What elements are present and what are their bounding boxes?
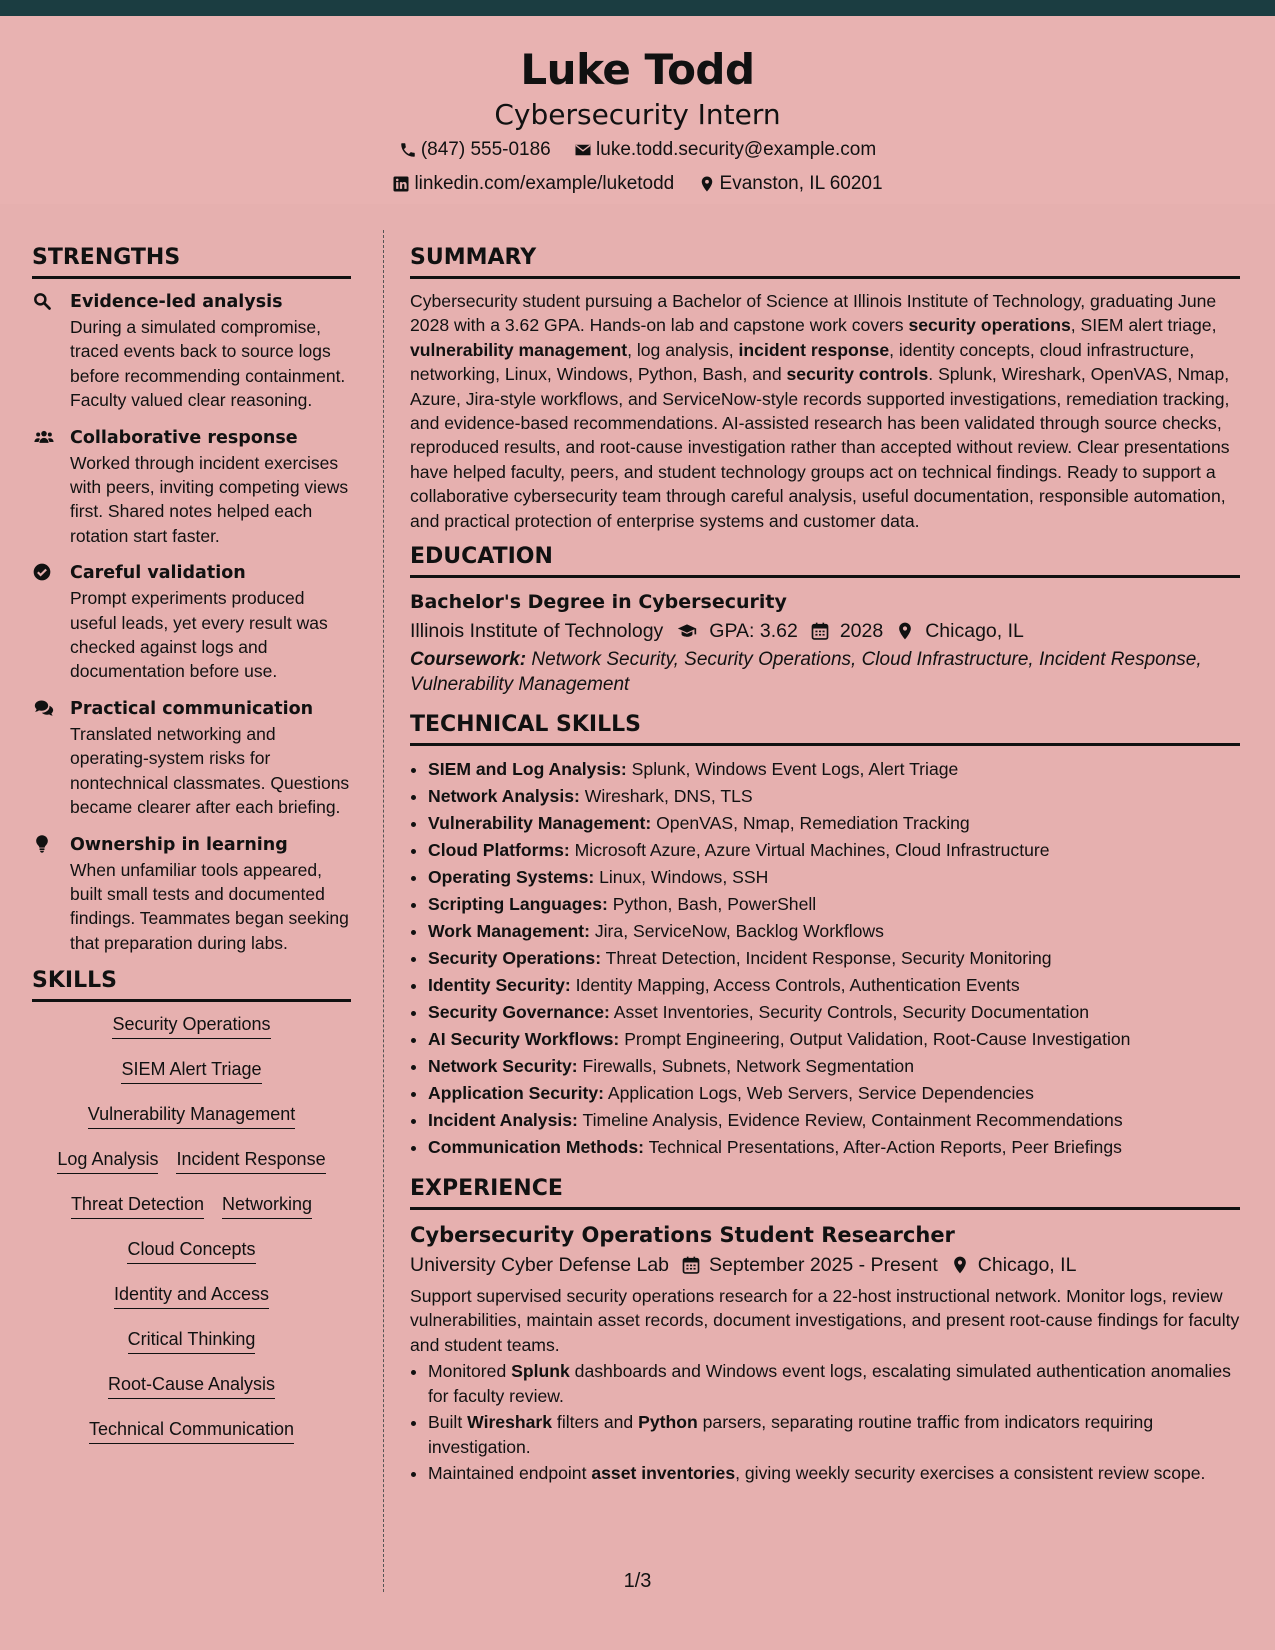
technical-skill-item — [428, 1134, 1240, 1161]
coursework-list: Network Security, Security Operations, Cloud Infrastructure, Incident Response, Vulnerability Management — [410, 649, 1202, 695]
skill-tag: Technical Communication — [89, 1417, 294, 1444]
technical-skill-value: Timeline Analysis, Evidence Review, Containment Recommendations — [582, 1110, 1123, 1131]
strength-description: During a simulated compromise, traced events back to source logs before recommending containment. Faculty valued clear reasoning. — [70, 317, 346, 411]
bullet-text: filters and — [552, 1412, 639, 1433]
technical-skill-item — [428, 1107, 1240, 1134]
technical-skill-value: Python, Bash, PowerShell — [612, 894, 817, 915]
technical-skill-item — [428, 945, 1240, 972]
technical-skill-item — [428, 1080, 1240, 1107]
technical-skill-value: Jira, ServiceNow, Backlog Workflows — [594, 921, 884, 942]
skill-row — [32, 1192, 351, 1237]
skill-tag: Critical Thinking — [128, 1327, 256, 1354]
technical-skill-label: Scripting Languages: — [428, 894, 608, 915]
job-dates: September 2025 - Present — [709, 1254, 938, 1277]
summary-emphasis: incident response — [738, 339, 890, 360]
skill-tag: Networking — [222, 1192, 312, 1219]
location-text: Evanston, IL 60201 — [719, 173, 883, 194]
skill-tag: Identity and Access — [114, 1282, 269, 1309]
coursework — [410, 648, 1240, 697]
technical-skill-value: Technical Presentations, After-Action Reports, Peer Briefings — [648, 1137, 1122, 1158]
users-icon — [32, 427, 56, 447]
skills-list — [32, 1012, 351, 1462]
skill-tag: Incident Response — [176, 1147, 325, 1174]
linkedin-text: linkedin.com/example/luketodd — [414, 173, 675, 194]
summary-emphasis: vulnerability management — [410, 339, 628, 360]
summary-heading: SUMMARY — [410, 244, 1240, 279]
skill-tag: SIEM Alert Triage — [121, 1057, 261, 1084]
gpa-text: GPA: 3.62 — [709, 620, 798, 643]
skill-row — [32, 1327, 351, 1372]
strength-item — [32, 560, 351, 684]
technical-skill-label: Cloud Platforms: — [428, 840, 570, 861]
strength-title: Evidence-led analysis — [70, 292, 283, 312]
phone-contact — [399, 138, 551, 162]
technical-skill-label: Communication Methods: — [428, 1137, 645, 1158]
bullet-emphasis: Wireshark — [467, 1412, 553, 1433]
technical-skill-value: Application Logs, Web Servers, Service Dependencies — [607, 1083, 1034, 1104]
technical-skill-label: Incident Analysis: — [428, 1110, 578, 1131]
bullet-text: , giving weekly security exercises a consistent review scope. — [735, 1462, 1206, 1483]
technical-skill-item — [428, 999, 1240, 1026]
top-accent-bar — [0, 0, 1275, 16]
job-summary: Support supervised security operations research for a 22-host instructional network. Monitor logs, review vulnerabilities, maintain asset records, document investigations, and present root-cause findings for faculty and student teams. — [410, 1286, 1240, 1355]
degree-title: Bachelor's Degree in Cybersecurity — [410, 591, 787, 614]
summary-segment: , log analysis, — [627, 339, 739, 360]
skill-tag: Threat Detection — [71, 1192, 204, 1219]
map-pin-icon — [950, 1255, 970, 1275]
skill-row — [32, 1147, 351, 1192]
skill-row — [32, 1102, 351, 1147]
skill-tag: Root-Cause Analysis — [108, 1372, 275, 1399]
strength-title: Ownership in learning — [70, 834, 288, 855]
technical-skill-label: Application Security: — [428, 1083, 604, 1104]
technical-skill-value: Threat Detection, Incident Response, Security Monitoring — [605, 948, 1052, 969]
skill-row — [32, 1417, 351, 1462]
bullet-text: Maintained endpoint — [428, 1462, 592, 1483]
column-divider — [383, 230, 384, 1592]
technical-skill-item — [428, 783, 1240, 810]
technical-skill-label: Security Operations: — [428, 948, 602, 969]
linkedin-icon — [392, 175, 410, 193]
strength-title: Collaborative response — [70, 427, 298, 448]
email-contact[interactable] — [574, 138, 876, 162]
skill-row — [32, 1237, 351, 1282]
technical-skill-item — [428, 864, 1240, 891]
technical-skill-label: Identity Security: — [428, 975, 571, 996]
bullet-emphasis: asset inventories — [591, 1462, 736, 1483]
phone-icon — [399, 141, 417, 159]
technical-skill-label: Operating Systems: — [428, 867, 595, 888]
linkedin-contact[interactable] — [392, 172, 674, 196]
lightbulb-icon — [32, 834, 52, 854]
summary-segment: . Splunk, Wireshark, OpenVAS, Nmap, Azure, Jira-style workflows, and ServiceNow-style records supported investigations, remediation tracking, and evidence-based recommendations. AI-assisted research has been validated through source checks, reproduced results, and root-cause investigation rather than accepted without review. Clear presentations have helped faculty, peers, and student technology groups act on technical findings. Ready to support a collaborative cybersecurity team through careful analysis, useful documentation, responsible automation, and practical protection of enterprise systems and customer data. — [410, 364, 1230, 531]
map-pin-icon — [698, 175, 716, 193]
strength-item — [32, 832, 351, 956]
job-bullets — [410, 1359, 1240, 1485]
technical-skill-item — [428, 972, 1240, 999]
technical-skills-list — [410, 756, 1240, 1161]
summary-segment: , SIEM alert triage, — [1070, 315, 1217, 336]
skill-tag: Log Analysis — [57, 1147, 158, 1174]
bullet-text: parsers, separating routine traffic from indicators requiring investigation. — [428, 1412, 1154, 1457]
technical-skill-value: Microsoft Azure, Azure Virtual Machines, Cloud Infrastructure — [574, 840, 1050, 861]
summary-text — [410, 289, 1240, 533]
strength-title: Careful validation — [70, 563, 246, 584]
location-contact — [698, 172, 883, 196]
email-text: luke.todd.security@example.com — [596, 139, 877, 160]
summary-emphasis: security operations — [908, 315, 1071, 336]
skill-row — [32, 1282, 351, 1327]
technical-skill-item — [428, 810, 1240, 837]
skill-tag: Security Operations — [112, 1012, 270, 1039]
technical-skill-value: Prompt Engineering, Output Validation, Root-Cause Investigation — [624, 1029, 1131, 1050]
job-organization: University Cyber Defense Lab — [410, 1254, 670, 1277]
bullet-text: Built — [428, 1412, 468, 1433]
technical-skill-value: Identity Mapping, Access Controls, Authentication Events — [575, 975, 1020, 996]
summary-emphasis: security controls — [786, 364, 929, 385]
job-bullet — [428, 1410, 1240, 1459]
calendar-icon — [810, 621, 830, 641]
technical-skill-label: Network Security: — [428, 1056, 578, 1077]
technical-skill-item — [428, 837, 1240, 864]
page-number: 1/3 — [623, 1570, 652, 1592]
education-heading: EDUCATION — [410, 543, 1240, 578]
technical-skill-label: SIEM and Log Analysis: — [428, 759, 627, 780]
technical-skill-value: Asset Inventories, Security Controls, Security Documentation — [613, 1002, 1090, 1023]
technical-skill-value: Linux, Windows, SSH — [599, 867, 769, 888]
strength-description: Prompt experiments produced useful leads, yet every result was checked against logs and documentation before use. — [70, 588, 328, 682]
candidate-name: Luke Todd — [520, 45, 755, 94]
coursework-label: Coursework: — [410, 649, 527, 671]
graduation-year: 2028 — [839, 620, 884, 643]
job-title: Cybersecurity Operations Student Researcher — [410, 1223, 955, 1248]
left-column — [32, 244, 351, 1462]
strengths-heading: STRENGTHS — [32, 244, 351, 279]
bullet-emphasis: Python — [638, 1412, 698, 1433]
bullet-text: Monitored — [428, 1361, 512, 1382]
resume-header — [0, 16, 1275, 204]
experience-heading: EXPERIENCE — [410, 1175, 1240, 1210]
technical-skill-label: Work Management: — [428, 921, 590, 942]
job-bullet — [428, 1359, 1240, 1408]
technical-skill-value: Wireshark, DNS, TLS — [584, 786, 753, 807]
technical-skill-item — [428, 1026, 1240, 1053]
skill-tag: Vulnerability Management — [88, 1102, 295, 1129]
technical-skill-item — [428, 918, 1240, 945]
technical-skill-item — [428, 1053, 1240, 1080]
summary-section — [410, 244, 1240, 533]
contact-line-2 — [0, 172, 1275, 200]
technical-skills-heading: TECHNICAL SKILLS — [410, 711, 1240, 746]
technical-skill-item — [428, 756, 1240, 783]
technical-skill-value: Firewalls, Subnets, Network Segmentation — [582, 1056, 914, 1077]
bullet-text: dashboards and Windows event logs, escalating simulated authentication anomalies for faculty review. — [428, 1361, 1231, 1406]
technical-skill-value: OpenVAS, Nmap, Remediation Tracking — [656, 813, 970, 834]
skill-row — [32, 1372, 351, 1417]
technical-skill-value: Splunk, Windows Event Logs, Alert Triage — [631, 759, 959, 780]
strength-title: Practical communication — [70, 698, 314, 719]
skill-tag: Cloud Concepts — [127, 1237, 255, 1264]
strength-description: Translated networking and operating-system risks for nontechnical classmates. Questions became clearer after each briefing. — [70, 723, 350, 818]
strength-item — [32, 696, 351, 820]
skills-heading: SKILLS — [32, 967, 351, 1002]
map-pin-icon — [895, 621, 915, 641]
phone-text: (847) 555-0186 — [420, 139, 551, 160]
technical-skills-section — [410, 711, 1240, 1161]
technical-skill-label: AI Security Workflows: — [428, 1029, 620, 1050]
check-circle-icon — [32, 562, 52, 582]
experience-section — [410, 1175, 1240, 1485]
school-location: Chicago, IL — [925, 620, 1024, 643]
contact-line-1 — [0, 138, 1275, 166]
strength-item — [32, 425, 351, 549]
candidate-role: Cybersecurity Intern — [494, 98, 781, 131]
technical-skill-label: Security Governance: — [428, 1002, 610, 1023]
education-details — [410, 616, 1240, 646]
summary-segment: , identity concepts, cloud infrastructure, networking, Linux, Windows, Python, Bash, and — [410, 339, 1195, 385]
technical-skill-label: Vulnerability Management: — [428, 813, 652, 834]
strength-description: When unfamiliar tools appeared, built small tests and documented findings. Teammates began seeking that preparation during labs. — [70, 859, 349, 953]
skill-row — [32, 1057, 351, 1102]
envelope-icon — [574, 141, 592, 159]
job-bullet — [428, 1461, 1240, 1485]
bullet-emphasis: Splunk — [511, 1361, 570, 1382]
right-column — [410, 244, 1240, 1495]
school-name: Illinois Institute of Technology — [410, 620, 664, 643]
strength-description: Worked through incident exercises with peers, inviting competing views first. Shared notes helped each rotation start faster. — [70, 452, 349, 546]
technical-skill-label: Network Analysis: — [428, 786, 580, 807]
strength-item — [32, 289, 351, 413]
job-details — [410, 1250, 1240, 1280]
technical-skill-item — [428, 891, 1240, 918]
calendar-icon — [681, 1255, 701, 1275]
search-icon — [32, 291, 52, 311]
skill-row — [32, 1012, 351, 1057]
graduation-cap-icon — [675, 621, 699, 641]
job-location: Chicago, IL — [977, 1254, 1077, 1277]
summary-segment: Cybersecurity student pursuing a Bachelor of Science at Illinois Institute of Technology, graduating June 2028 with a 3.62 GPA. Hands-on lab and capstone work covers — [410, 291, 1217, 336]
education-section — [410, 543, 1240, 697]
comments-icon — [32, 698, 56, 718]
